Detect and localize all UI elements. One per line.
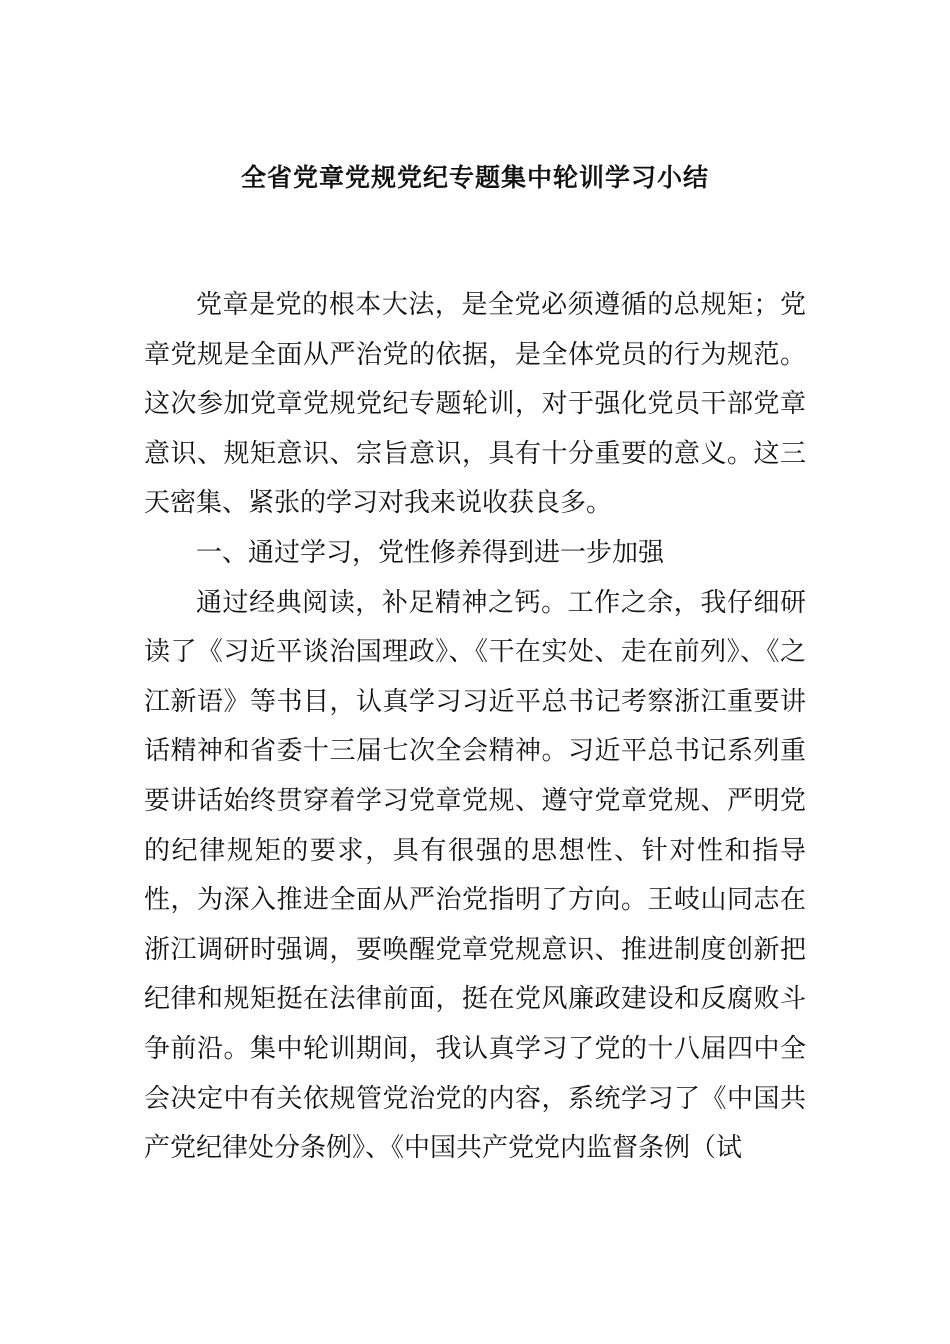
- document-title: 全省党章党规党纪专题集中轮训学习小结: [240, 163, 709, 192]
- section-heading: 一、通过学习，党性修养得到进一步加强: [196, 537, 665, 568]
- document-body: [144, 281, 806, 1174]
- intro-paragraph: 党章是党的根本大法，是全党必须遵循的总规矩；党章党规是全面从严治党的依据，是全体党员的行为规范。这次参加党章党规党纪专题轮训，对于强化党员干部党章意识、规矩意识、宗旨意识，具有十分重要的意义。这三天密集、紧张的学习对我来说收获良多。: [144, 290, 806, 519]
- body-paragraph: 通过经典阅读，补足精神之钙。工作之余，我仔细研读了《习近平谈治国理政》、《干在实处、走在前列》、《之江新语》等书目，认真学习习近平总书记考察浙江重要讲话精神和省委十三届七次全会精神。习近平总书记系列重要讲话始终贯穿着学习党章党规、遵守党章党规、严明党的纪律规矩的要求，具有很强的思想性、针对性和指导性，为深入推进全面从严治党指明了方向。王岐山同志在浙江调研时强调，要唤醒党章党规意识、推进制度创新把纪律和规矩挺在法律前面，挺在党风廉政建设和反腐败斗争前沿。集中轮训期间，我认真学习了党的十八届四中全会决定中有关依规管党治党的内容，系统学习了《中国共产党纪律处分条例》、《中国共产党党内监督条例（试: [144, 587, 806, 1164]
